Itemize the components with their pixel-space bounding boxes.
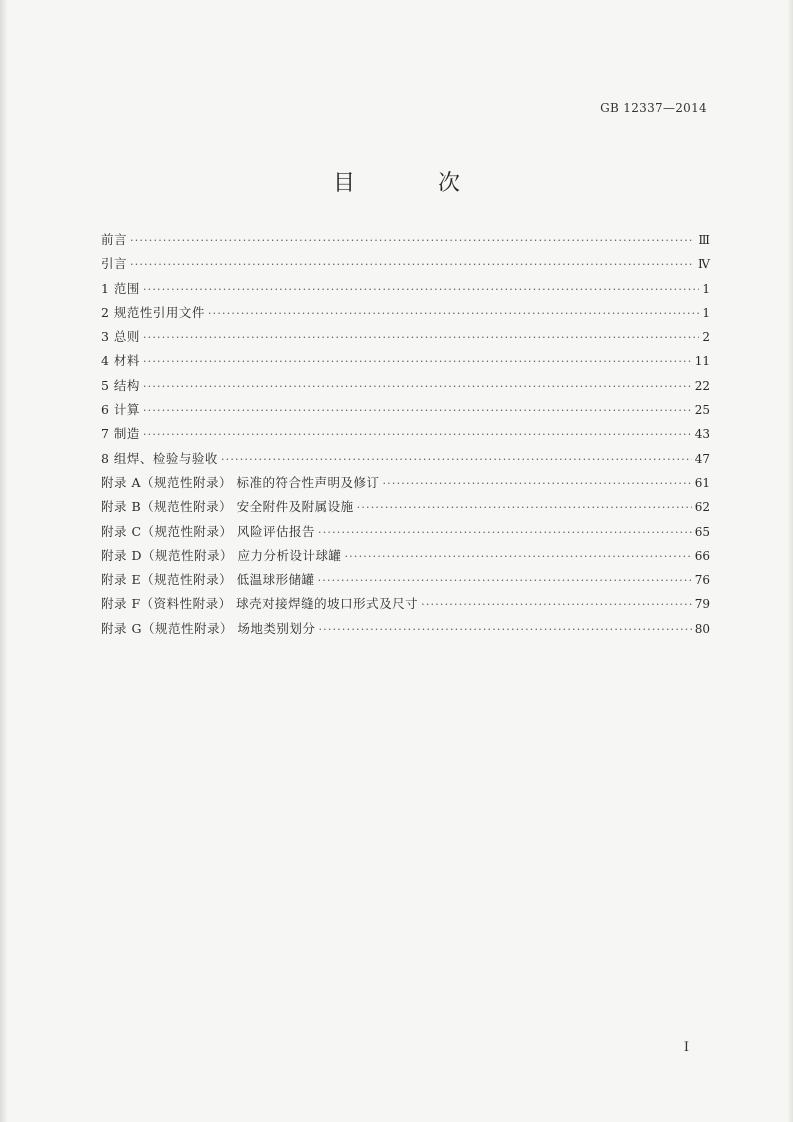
toc-leader-dots	[143, 331, 699, 344]
toc-entry-label: 附录 B（规范性附录） 安全附件及附属设施	[101, 499, 354, 515]
toc-entry-appendix-a[interactable]	[101, 473, 710, 497]
toc-entry-appendix-d[interactable]	[101, 546, 710, 570]
toc-entry-page: 80	[694, 621, 710, 636]
toc-entry-page: 62	[694, 500, 710, 515]
toc-entry-page: 25	[694, 403, 710, 418]
toc-entry-label: 附录 C（规范性附录） 风险评估报告	[101, 523, 316, 539]
toc-entry-page: Ⅲ	[698, 233, 710, 247]
toc-leader-dots	[143, 355, 692, 368]
toc-entry-appendix-b[interactable]	[101, 497, 710, 521]
toc-entry-label: 7 制造	[101, 426, 140, 442]
toc-leader-dots	[143, 283, 699, 296]
toc-entry-page: 61	[694, 475, 710, 490]
toc-entry-label: 附录 D（规范性附录） 应力分析设计球罐	[101, 547, 342, 563]
toc-entry-page: 66	[694, 548, 710, 563]
toc-entry-label: 2 规范性引用文件	[101, 304, 205, 320]
toc-entry-label: 6 计算	[101, 402, 140, 418]
toc-entry-label: 1 范围	[101, 280, 140, 296]
toc-entry-label: 引言	[101, 256, 128, 272]
toc-leader-dots	[382, 477, 691, 490]
toc-leader-dots	[130, 234, 695, 247]
toc-entry-7[interactable]	[101, 424, 710, 448]
toc-entry-page: 2	[702, 330, 710, 345]
toc-entry-page: 22	[694, 378, 710, 393]
page-number: I	[683, 1040, 689, 1055]
toc-entry-page: 65	[694, 524, 710, 539]
toc-entry-appendix-g[interactable]	[101, 619, 710, 643]
toc-leader-dots	[318, 574, 692, 587]
toc-entry-8[interactable]	[101, 449, 710, 473]
toc-entry-page: 47	[694, 451, 710, 466]
page-title: 目 次	[333, 171, 498, 196]
toc-entry-page: 1	[702, 281, 710, 296]
toc-leader-dots	[357, 501, 692, 514]
toc-entry-label: 附录 A（规范性附录） 标准的符合性声明及修订	[101, 474, 380, 490]
toc-leader-dots	[344, 550, 691, 563]
toc-entry-label: 附录 E（规范性附录） 低温球形储罐	[101, 572, 315, 588]
toc-leader-dots	[130, 258, 695, 271]
toc-leader-dots	[143, 380, 692, 393]
toc-entry-page: 43	[694, 427, 710, 442]
toc-entry-page: 1	[702, 305, 710, 320]
document-code: GB 12337—2014	[600, 101, 707, 115]
toc-leader-dots	[421, 598, 692, 611]
toc-entry-5[interactable]	[101, 376, 710, 400]
toc-entry-1[interactable]	[101, 279, 710, 303]
toc-leader-dots	[221, 453, 692, 466]
toc-entry-label: 附录 G（规范性附录） 场地类别划分	[101, 620, 316, 636]
toc-entry-page: 11	[694, 354, 710, 369]
toc-leader-dots	[208, 307, 699, 320]
toc-entry-label: 8 组焊、检验与验收	[101, 450, 218, 466]
toc-entry-appendix-e[interactable]	[101, 570, 710, 594]
toc-entry-label: 3 总则	[101, 329, 140, 345]
toc-entry-page: Ⅳ	[698, 257, 710, 272]
toc-leader-dots	[143, 428, 692, 441]
toc-leader-dots	[318, 623, 691, 636]
toc-leader-dots	[143, 404, 692, 417]
toc-entry-label: 附录 F（资料性附录） 球壳对接焊缝的坡口形式及尺寸	[101, 596, 419, 612]
toc-entry-6[interactable]	[101, 400, 710, 424]
toc-entry-appendix-c[interactable]	[101, 522, 710, 546]
table-of-contents	[101, 230, 710, 643]
toc-entry-label: 前言	[101, 232, 128, 247]
toc-entry-3[interactable]	[101, 327, 710, 351]
toc-entry-2[interactable]	[101, 303, 710, 327]
toc-entry-4[interactable]	[101, 351, 710, 375]
toc-entry-introduction[interactable]	[101, 254, 710, 278]
toc-entry-appendix-f[interactable]	[101, 594, 710, 618]
toc-leader-dots	[318, 526, 692, 539]
toc-entry-preface[interactable]	[101, 230, 710, 254]
toc-entry-label: 5 结构	[101, 377, 140, 393]
toc-entry-page: 76	[694, 573, 710, 588]
toc-entry-label: 4 材料	[101, 353, 140, 369]
toc-entry-page: 79	[694, 597, 710, 612]
